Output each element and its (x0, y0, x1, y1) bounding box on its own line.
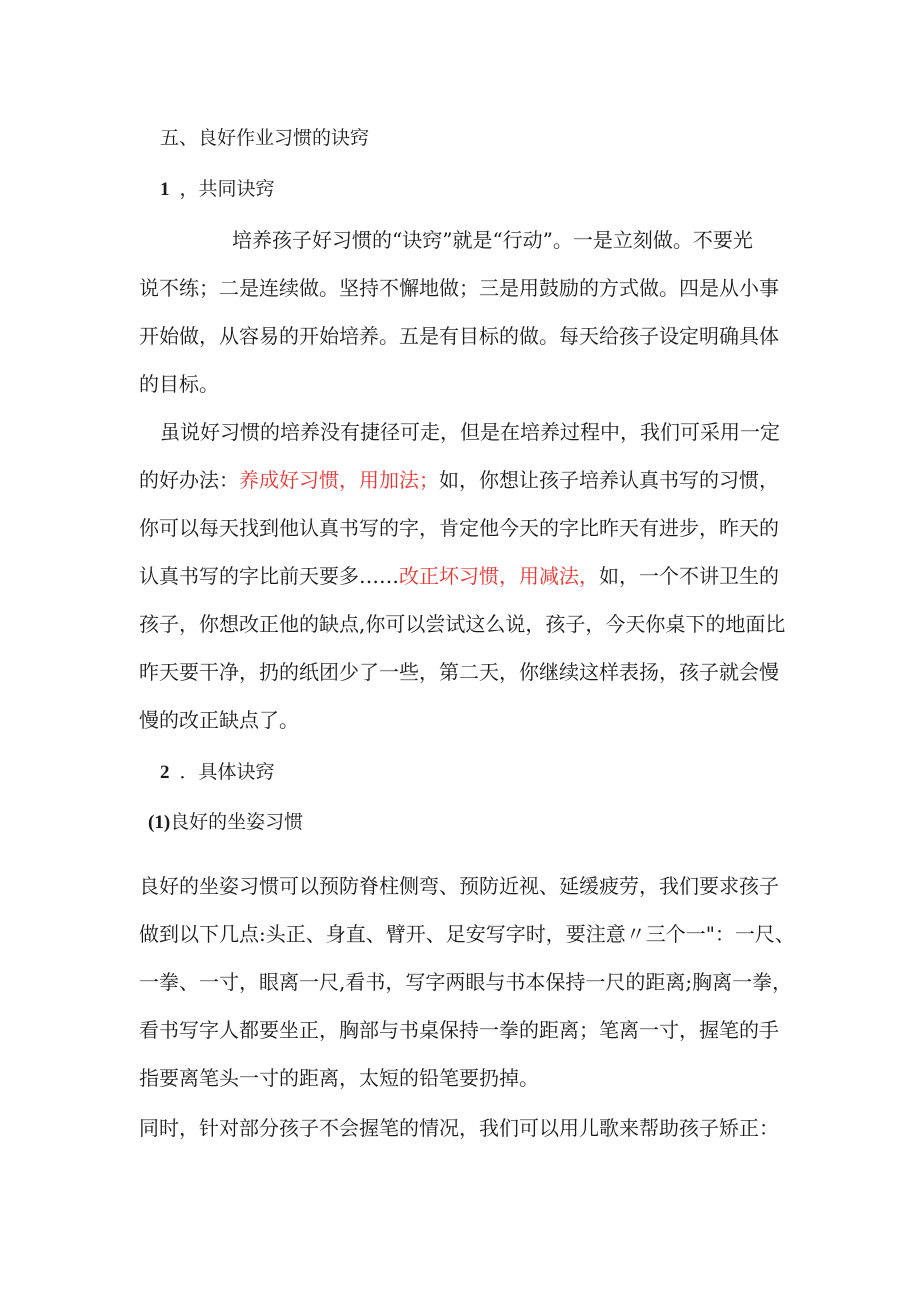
para2-line-3: 你可以每天找到他认真书写的字，肯定他今天的字比昨天有进步，昨天的 (139, 516, 779, 540)
subsection-2-heading (160, 760, 275, 785)
para2-line-2-end: 如，你想让孩子培养认真书写的习惯， (439, 468, 779, 492)
subsection-2-1-heading (148, 810, 303, 835)
subsection-2-number: 2 (160, 762, 170, 783)
subsection-2-1-title: 良好的坐姿习惯 (170, 811, 304, 833)
para2-line-2 (139, 468, 779, 492)
para2-line-5: 孩子，你想改正他的缺点,你可以尝试这么说，孩子，今天你桌下的地面比 (139, 612, 786, 636)
subsection-1-heading (160, 177, 275, 202)
section-title: 五、良好作业习惯的诀窍 (160, 127, 370, 149)
highlight-add-method: 养成好习惯，用加法； (239, 468, 439, 492)
para3-line-5: 指要离笔头一寸的距离，太短的铅笔要扔掉。 (139, 1066, 539, 1090)
para4-line-1: 同时，针对部分孩子不会握笔的情况，我们可以用儿歌来帮助孩子矫正： (139, 1116, 779, 1140)
para3-line-3: 一拳、一寸，眼离一尺,看书，写字两眼与书本保持一尺的距离;胸离一拳， (139, 970, 793, 994)
para2-line-4-start: 认真书写的字比前天要多…… (139, 564, 399, 588)
subsection-1-title: ，共同诀窍 (179, 178, 275, 200)
para2-line-4-end: 如，一个不讲卫生的 (599, 564, 779, 588)
para2-line-6: 昨天要干净，扔的纸团少了一些，第二天，你继续这样表扬，孩子就会慢 (139, 660, 779, 684)
para2-line-4 (139, 564, 779, 588)
para2-line-1: 虽说好习惯的培养没有捷径可走，但是在培养过程中，我们可采用一定 (160, 420, 780, 444)
para1-line-3: 开始做，从容易的开始培养。五是有目标的做。每天给孩子设定明确具体 (139, 324, 779, 348)
para3-line-1: 良好的坐姿习惯可以预防脊柱侧弯、预防近视、延缓疲劳，我们要求孩子 (139, 874, 779, 898)
para1-line-4: 的目标。 (139, 372, 219, 396)
para2-line-7: 慢的改正缺点了。 (139, 708, 299, 732)
subsection-1-number: 1 (160, 179, 170, 200)
para3-line-2: 做到以下几点:头正、身直、臂开、足安写字时，要注意〃三个一"：一尺、 (139, 922, 795, 946)
para3-line-4: 看书写字人都要坐正，胸部与书桌保持一拳的距离；笔离一寸，握笔的手 (139, 1018, 779, 1042)
highlight-subtract-method: 改正坏习惯，用减法， (399, 564, 599, 588)
para1-line-1: 培养孩子好习惯的“诀窍”就是“行动”。一是立刻做。不要光 (232, 228, 753, 252)
subsection-2-1-number: (1) (148, 812, 171, 833)
para2-line-2-start: 的好办法： (139, 468, 239, 492)
para1-line-2: 说不练；二是连续做。坚持不懈地做；三是用鼓励的方式做。四是从小事 (139, 276, 779, 300)
subsection-2-title: ．具体诀窍 (179, 761, 275, 783)
